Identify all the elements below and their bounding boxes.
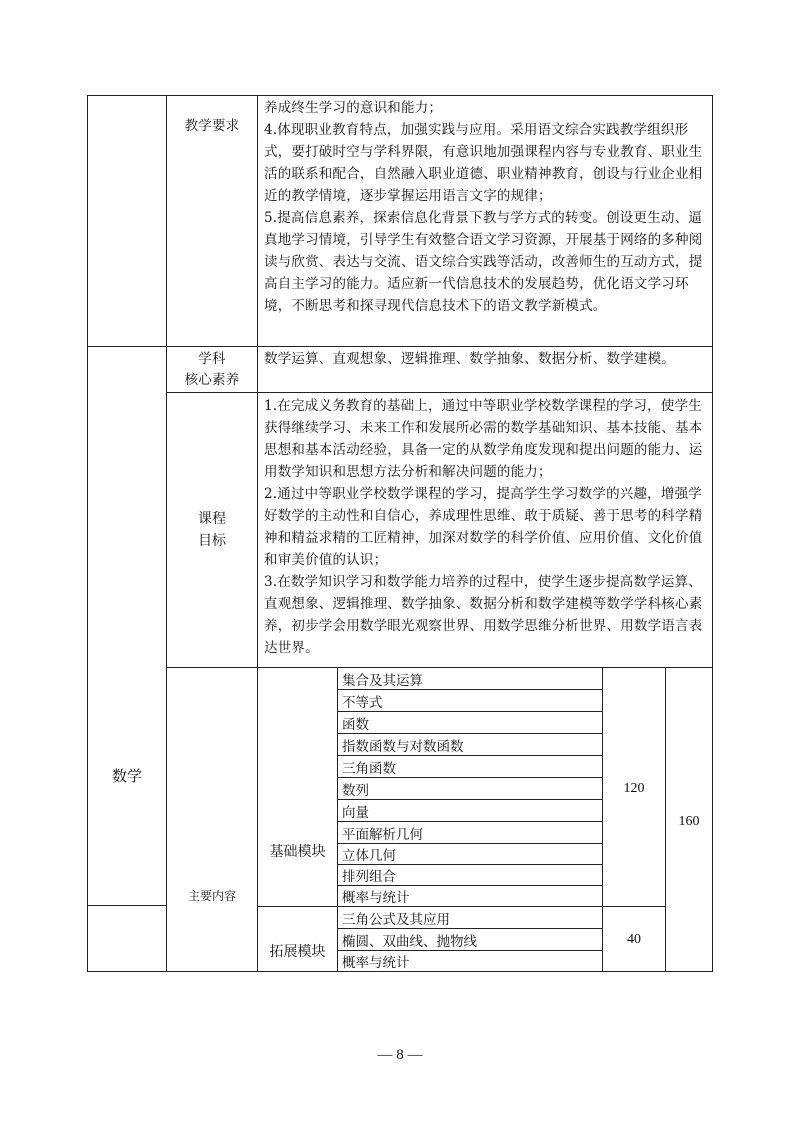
core-literacy-label-line2: 核心素养 xyxy=(184,371,240,388)
requirements-paragraph: 养成终生学习的意识和能力； xyxy=(264,100,443,116)
module-item: 概率与统计 xyxy=(342,955,410,971)
module-item: 不等式 xyxy=(342,694,383,711)
module-items-divider xyxy=(602,667,603,972)
module-item: 排列组合 xyxy=(342,869,396,885)
course-goals-content xyxy=(264,395,707,659)
total-hours: 160 xyxy=(678,814,700,829)
basic-module-hours: 120 xyxy=(623,781,645,796)
table-left-border xyxy=(87,95,88,972)
extended-module-hours: 40 xyxy=(627,932,641,947)
basic-module-name: 基础模块 xyxy=(269,844,326,860)
subject-label: 数学 xyxy=(111,766,142,785)
module-item: 函数 xyxy=(342,716,369,733)
module-item: 椭圆、双曲线、抛物线 xyxy=(342,933,477,950)
module-item: 立体几何 xyxy=(342,848,396,864)
main-content-label: 主要内容 xyxy=(187,888,236,903)
table-right-border xyxy=(712,95,713,972)
module-item: 集合及其运算 xyxy=(342,672,423,689)
core-literacy-label xyxy=(167,347,257,392)
course-goals-label-line1: 课程 xyxy=(198,511,226,527)
module-item: 三角公式及其应用 xyxy=(342,911,450,928)
row-divider-2 xyxy=(166,392,713,393)
module-item: 向量 xyxy=(342,804,369,821)
module-item: 指数函数与对数函数 xyxy=(342,738,464,755)
goal-paragraph: 3.在数学知识学习和数学能力培养的过程中，使学生逐步提高数学运算、直观想象、逻辑推理、数学抽象、数据分析和数学建模等数学学科核心素养，初步学会用数学眼光观察世界、用数学思维分析世界、用数学语言表达世界。 xyxy=(264,574,703,656)
goal-paragraph: 2.通过中等职业学校数学课程的学习，提高学生学习数学的兴趣，增强学好数学的主动性和自信心，养成理性思维、敢于质疑、善于思考的科学精神和精益求精的工匠精神，加深对数学的科学价值、应用价值、文化价值和审美价值的认识； xyxy=(264,486,703,568)
goal-paragraph: 1.在完成义务教育的基础上，通过中等职业学校数学课程的学习，使学生获得继续学习、未来工作和发展所必需的数学基础知识、基本技能、基本思想和基本活动经验，具备一定的从数学角度发现和提出问题的能力、运用数学知识和思想方法分析和解决问题的能力； xyxy=(264,398,703,480)
module-item: 数列 xyxy=(342,782,369,799)
requirements-paragraph: 5.提高信息素养，探索信息化背景下教与学方式的转变。创设更生动、逼真地学习情境，引导学生有效整合语文学习资源，开展基于网络的多种阅读与欣赏、表达与交流、语文综合实践等活动，改善师生的互动方式，提高自主学习的能力。适应新一代信息技术的发展趋势，优化语文学习环境，不断思考和探寻现代信息技术下的语文教学新模式。 xyxy=(264,210,703,314)
extended-module-name: 拓展模块 xyxy=(269,944,326,960)
core-literacy-label-line1: 学科 xyxy=(198,350,226,367)
requirements-content xyxy=(264,97,707,317)
core-literacy-text: 数学运算、直观想象、逻辑推理、数学抽象、数据分析、数学建模。 xyxy=(264,351,675,367)
course-goals-label xyxy=(167,505,257,555)
module-item: 平面解析几何 xyxy=(342,826,423,843)
subject-bottom-divider xyxy=(87,905,167,906)
table-bottom-border xyxy=(87,971,713,972)
module-item: 概率与统计 xyxy=(342,890,410,906)
page-number: — 8 — xyxy=(377,1046,423,1063)
requirements-paragraph: 4.体现职业教育特点，加强实践与应用。采用语文综合实践教学组织形式，要打破时空与学科界限，有意识地加强课程内容与专业教育、职业生活的联系和配合，自然融入职业道德、职业精神教育，创设与行业企业相近的教学情境，逐步掌握运用语言文字的规律； xyxy=(264,122,703,204)
requirements-label: 教学要求 xyxy=(184,118,240,134)
module-item: 三角函数 xyxy=(342,760,396,777)
course-goals-label-line2: 目标 xyxy=(198,533,226,549)
